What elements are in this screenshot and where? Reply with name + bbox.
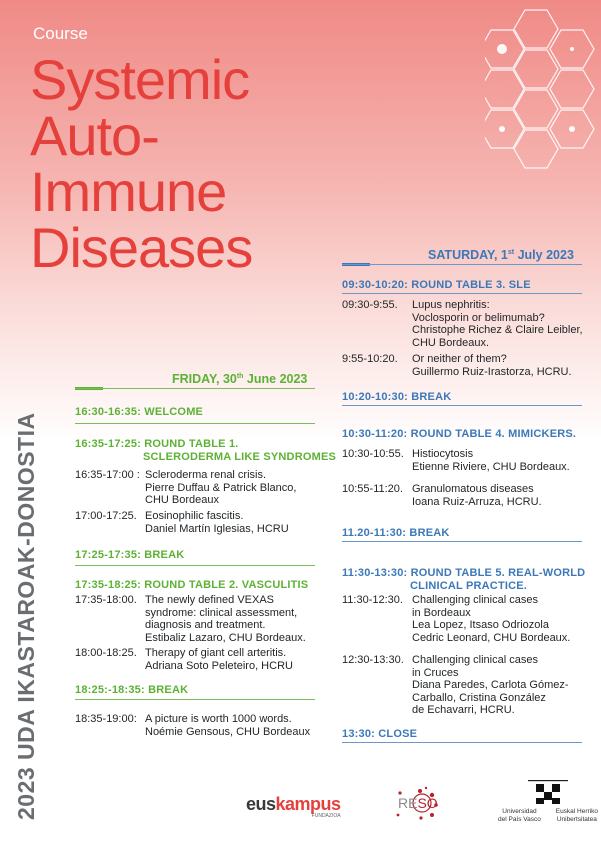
friday-talk-5: 18:35-19:00: A picture is worth 1000 words. Noémie Gensous, CHU Bordeaux: [75, 713, 311, 738]
title-line-4: Diseases: [30, 216, 253, 279]
saturday-rule: [342, 264, 582, 265]
dna-icon: [570, 47, 574, 51]
round-table-2: 17:35-18:25: ROUND TABLE 2. VASCULITIS: [75, 579, 309, 591]
university-emblem-icon: [518, 778, 578, 806]
round-table-1: 16:35-17:25: ROUND TABLE 1. SCLERODERMA LIKE SYNDROMES: [75, 438, 337, 463]
reso-logo: RESO: [392, 785, 440, 821]
upv-text: Universidad del País Vasco: [498, 808, 541, 823]
vertical-event-label: 2023 UDA IKASTAROAK-DONOSTIA: [13, 412, 39, 820]
divider: [75, 699, 315, 700]
saturday-heading: SATURDAY, 1st July 2023: [428, 248, 574, 262]
round-table-3: 09:30-10:20: ROUND TABLE 3. SLE: [342, 279, 531, 291]
divider: [342, 293, 582, 294]
saturday-talk-4: 10:55-11:20. Granulomatous diseases Ioana Ruiz-Arruza, HCRU.: [342, 483, 542, 508]
hexagon-pattern: [485, 0, 601, 200]
friday-talk-2: 17:00-17:25. Eosinophilic fascitis. Daniel Martín Iglesias, HCRU: [75, 510, 289, 535]
pill-icon: [497, 44, 507, 54]
saturday-talk-3: 10:30-10:55. Histiocytosis Etienne Riviere, CHU Bordeaux.: [342, 448, 570, 473]
friday-talk-3: 17:35-18:00. The newly defined VEXAS syndrome: clinical assessment, diagnosis and treatment. Estibaliz Lazaro, CHU Bordeaux.: [75, 594, 306, 644]
title-line-2: Auto-: [30, 104, 159, 167]
divider: [342, 742, 582, 743]
divider: [342, 405, 582, 406]
friday-break-1: 17:25-17:35: BREAK: [75, 549, 185, 561]
divider: [75, 565, 315, 566]
saturday-talk-6: 12:30-13:30. Challenging clinical cases in Cruces Diana Paredes, Carlota Gómez- Carballo, Cristina González de Echavarri, HCRU.: [342, 654, 569, 716]
saturday-break-1: 10:20-10:30: BREAK: [342, 391, 452, 403]
friday-welcome: 16:30-16:35: WELCOME: [75, 406, 204, 418]
round-table-5: 11:30-13:30: ROUND TABLE 5. REAL-WORLD CLINICAL PRACTICE.: [342, 567, 586, 592]
saturday-break-2: 11.20-11:30: BREAK: [342, 527, 450, 539]
friday-talk-4: 18:00-18:25. Therapy of giant cell arteritis. Adriana Soto Peleteiro, HCRU: [75, 647, 293, 672]
saturday-close: 13:30: CLOSE: [342, 728, 418, 740]
euskampus-logo: euskampus FUNDAZIOA: [246, 794, 341, 819]
divider: [75, 423, 315, 424]
friday-heading: FRIDAY, 30th June 2023: [172, 372, 308, 386]
title-line-3: Immune: [30, 160, 227, 223]
friday-rule: [75, 388, 315, 389]
course-title: [30, 48, 253, 279]
saturday-talk-5: 11:30-12:30. Challenging clinical cases in Bordeaux Lea Lopez, Itsaso Odriozola Cedric Leonard, CHU Bordeaux.: [342, 594, 571, 644]
round-table-4: 10:30-11:20: ROUND TABLE 4. MIMICKERS.: [342, 428, 577, 440]
friday-break-2: 18:25:-18:35: BREAK: [75, 684, 189, 696]
friday-talk-1: 16:35-17:00 : Scleroderma renal crisis. Pierre Duffau & Patrick Blanco, CHU Bordeaux: [75, 469, 297, 506]
saturday-talk-2: 9:55-10:20. Or neither of them? Guillermo Ruiz-Irastorza, HCRU.: [342, 353, 572, 378]
divider: [342, 541, 582, 542]
ehu-text: Euskal Herriko Unibertsitatea: [555, 808, 598, 823]
course-label: Course: [33, 24, 88, 43]
title-line-1: Systemic: [30, 48, 250, 111]
virus-icon: [499, 126, 505, 132]
university-logo: [498, 778, 598, 824]
heart-icon: [569, 126, 575, 132]
saturday-talk-1: 09:30-9:55. Lupus nephritis: Voclosporin or belimumab? Christophe Richez & Claire Leibler, CHU Bordeaux.: [342, 299, 583, 349]
